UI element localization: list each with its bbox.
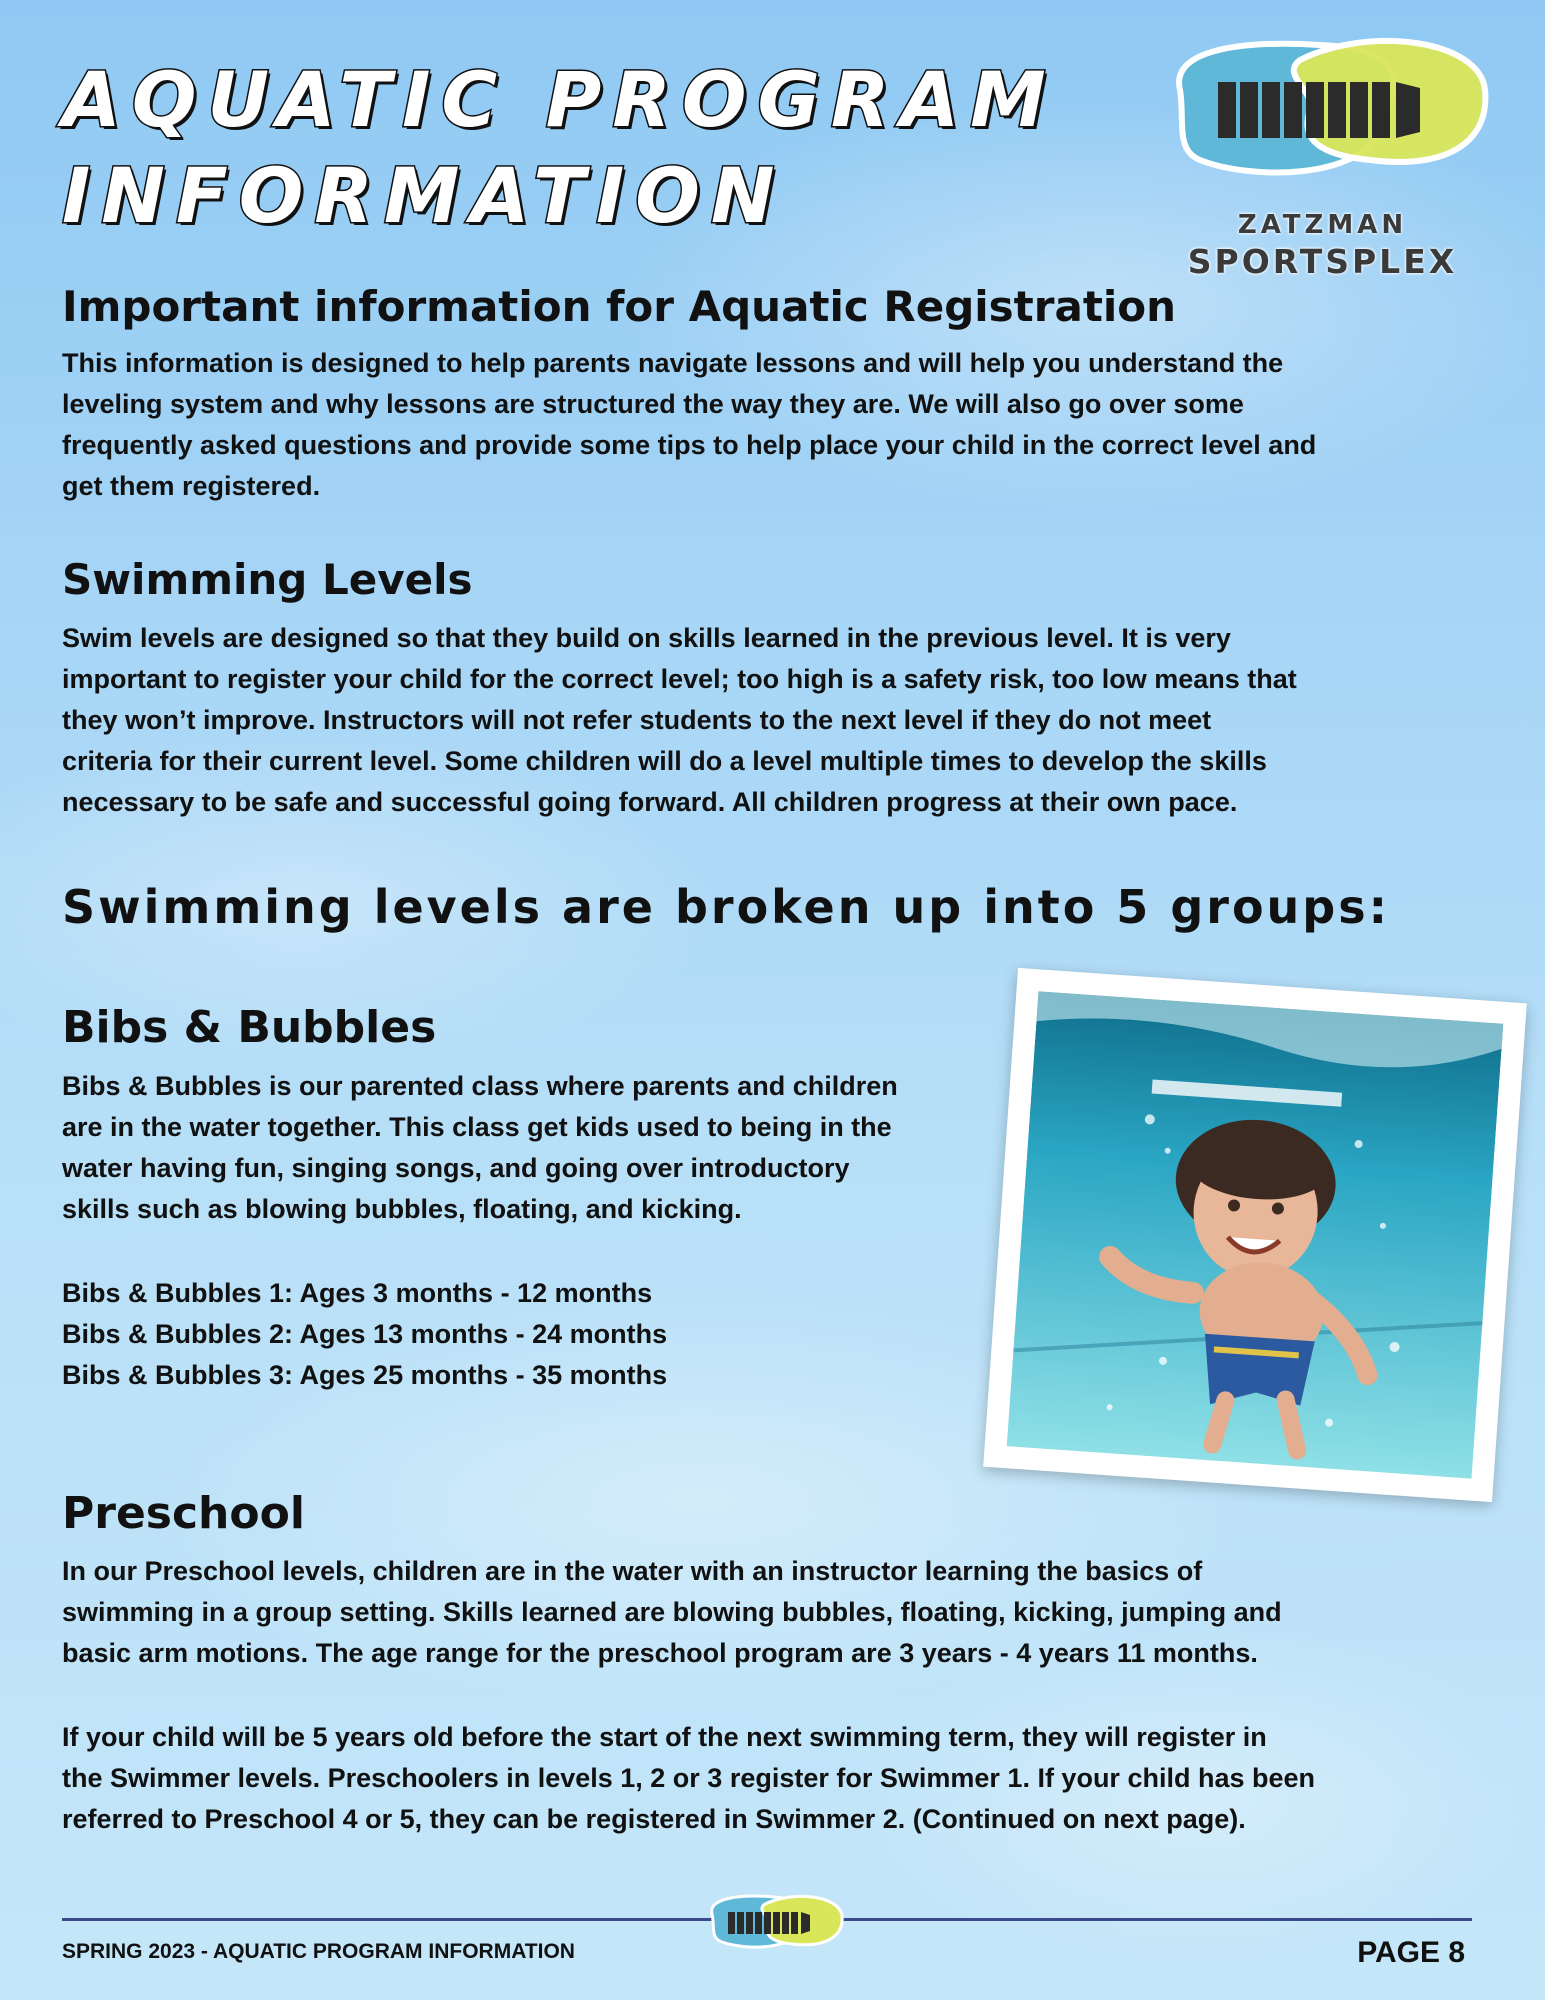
logo-mark xyxy=(1150,30,1495,210)
text-line: important to register your child for the correct level; too high is a safety risk, too low means that xyxy=(62,664,1297,694)
text-line: Bibs & Bubbles is our parented class where parents and children xyxy=(62,1071,898,1101)
text-line: referred to Preschool 4 or 5, they can be registered in Swimmer 2. (Continued on next page). xyxy=(62,1804,1246,1834)
text-line: Swim levels are designed so that they build on skills learned in the previous level. It is very xyxy=(62,623,1231,653)
text-line: swimming in a group setting. Skills learned are blowing bubbles, floating, kicking, jumping and xyxy=(62,1597,1282,1627)
heading-bibs-bubbles: Bibs & Bubbles xyxy=(62,1002,437,1053)
swimming-child-photo xyxy=(983,968,1527,1502)
zatzman-logo xyxy=(1150,30,1495,281)
list-item: Bibs & Bubbles 2: Ages 13 months - 24 months xyxy=(62,1319,668,1349)
heading-important-information: Important information for Aquatic Registration xyxy=(62,282,1177,331)
heading-five-groups: Swimming levels are broken up into 5 groups: xyxy=(62,880,1390,934)
text-line: are in the water together. This class get kids used to being in the xyxy=(62,1112,892,1142)
paragraph-preschool-registration xyxy=(62,1717,1315,1840)
logo-text-zatzman: ZATZMAN xyxy=(1237,210,1408,240)
text-line: skills such as blowing bubbles, floating, and kicking. xyxy=(62,1194,742,1224)
page-number: PAGE 8 xyxy=(1357,1936,1465,1969)
paragraph-preschool xyxy=(62,1551,1282,1674)
text-line: In our Preschool levels, children are in the water with an instructor learning the basics of xyxy=(62,1556,1203,1586)
page-title xyxy=(62,52,1102,244)
paragraph-important-information xyxy=(62,343,1316,507)
page-title-line-2: INFORMATION xyxy=(62,151,786,240)
logo-text-sportsplex: SPORTSPLEX xyxy=(1187,242,1458,281)
underwater-child-image xyxy=(1007,991,1504,1478)
text-line: the Swimmer levels. Preschoolers in levels 1, 2 or 3 register for Swimmer 1. If your child has been xyxy=(62,1763,1315,1793)
text-line: necessary to be safe and successful going forward. All children progress at their own pace. xyxy=(62,787,1238,817)
text-line: water having fun, singing songs, and going over introductory xyxy=(62,1153,850,1183)
heading-swimming-levels: Swimming Levels xyxy=(62,555,473,604)
text-line: get them registered. xyxy=(62,471,321,501)
paragraph-bibs-bubbles xyxy=(62,1066,898,1230)
text-line: they won’t improve. Instructors will not refer students to the next level if they do not meet xyxy=(62,705,1212,735)
list-item: Bibs & Bubbles 3: Ages 25 months - 35 months xyxy=(62,1360,668,1390)
footer-logo-icon xyxy=(700,1892,845,1956)
paragraph-swimming-levels xyxy=(62,618,1297,823)
text-line: criteria for their current level. Some children will do a level multiple times to develop the skills xyxy=(62,746,1267,776)
list-item: Bibs & Bubbles 1: Ages 3 months - 12 months xyxy=(62,1278,653,1308)
bibs-bubbles-age-list xyxy=(62,1273,667,1396)
text-line: leveling system and why lessons are structured the way they are. We will also go over some xyxy=(62,389,1244,419)
text-line: This information is designed to help parents navigate lessons and will help you understand the xyxy=(62,348,1284,378)
footer-title: SPRING 2023 - AQUATIC PROGRAM INFORMATION xyxy=(62,1940,575,1963)
text-line: basic arm motions. The age range for the preschool program are 3 years - 4 years 11 months. xyxy=(62,1638,1258,1668)
text-line: frequently asked questions and provide some tips to help place your child in the correct level and xyxy=(62,430,1317,460)
text-line: If your child will be 5 years old before the start of the next swimming term, they will register in xyxy=(62,1722,1267,1752)
page-title-line-1: AQUATIC PROGRAM xyxy=(62,55,1057,144)
heading-preschool: Preschool xyxy=(62,1488,305,1539)
